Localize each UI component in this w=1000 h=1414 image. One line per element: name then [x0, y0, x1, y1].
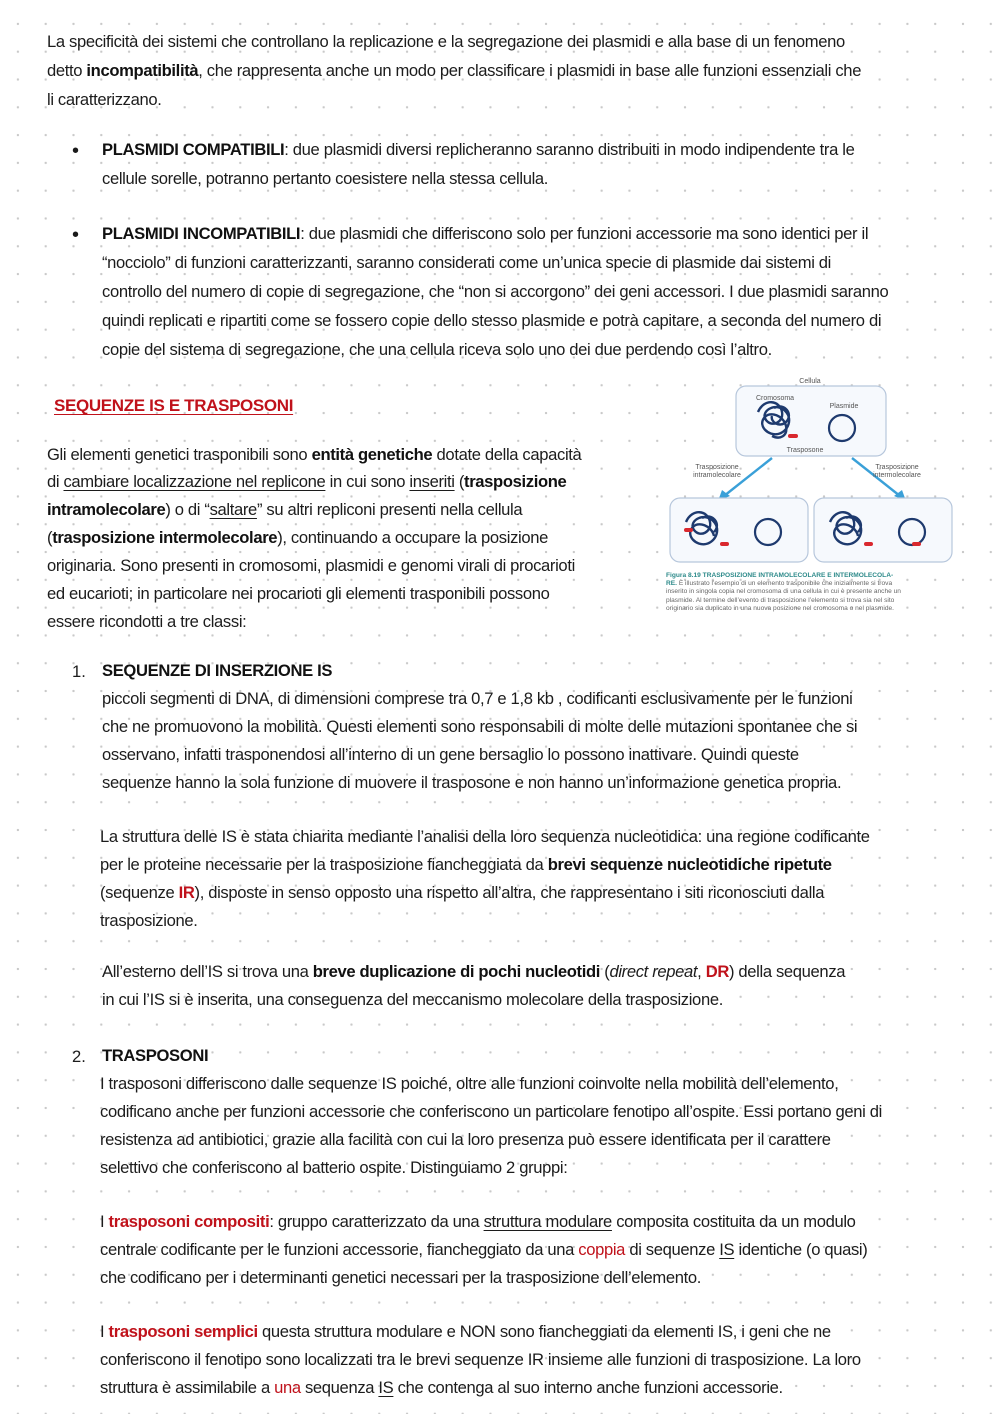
intro-line-2: detto incompatibilità, che rappresenta anche un modo per classificare i plasmidi in base alle funzioni essenziali che — [47, 61, 862, 80]
figure-caption: Figura 8.19 TRASPOSIZIONE INTRAMOLECOLARE E INTERMOLECOLA- RE. È illustrato l’esempio di un elemento trasponibile che inizialmente si trova inserito in singola copia nel cromosoma di una cellula in cui è presente anche un plasmide. Al termine dell’evento di trasposizione l’elemento si trova sia nel sito originario sia duplicato in una nuova posizione nel cromosoma o nel plasmide. — [666, 572, 901, 612]
list-number: 2. — [72, 1047, 86, 1066]
simple-line-1: I trasposoni semplici questa struttura modulare e NON sono fiancheggiati da elementi IS, i geni che ne — [100, 1322, 831, 1341]
item-1-p2-line-3: (sequenze IR), disposte in senso opposto una rispetto all’altra, che rappresentano i siti riconosciuti dalla — [100, 883, 825, 902]
incompatibility-term: incompatibilità — [86, 61, 199, 80]
item-1-p2-line-4: trasposizione. — [100, 911, 198, 930]
composite-line-3: che codificano per i determinanti genetici necessari per la trasposizione dell’elemento. — [100, 1268, 702, 1287]
section-line-4: (trasposizione intermolecolare), continuando a occupare la posizione — [47, 528, 549, 547]
item-1-p1-line-1: piccoli segmenti di DNA, di dimensioni comprese tra 0,7 e 1,8 kb , codificanti esclusivamente per le funzioni — [102, 689, 853, 708]
bullet-incompatible-line-1: PLASMIDI INCOMPATIBILI: due plasmidi che differiscono solo per funzioni accessorie ma sono identici per il — [102, 224, 869, 243]
bullet-compatible-line-2: cellule sorelle, potranno pertanto coesistere nella stessa cellula. — [102, 169, 549, 188]
section-line-3: intramolecolare) o di “saltare” su altri repliconi presenti nella cellula — [47, 500, 523, 519]
figure-transposition — [662, 372, 960, 634]
intro-line-1: La specificità dei sistemi che controllano la replicazione e la segregazione dei plasmidi e alla base di un fenomeno — [47, 32, 845, 51]
composite-line-1: I trasposoni compositi: gruppo caratterizzato da una struttura modulare composita costituita da un modulo — [100, 1212, 856, 1231]
bullet-incompatible-line-4: quindi replicati e ripartiti come se fossero copie dello stesso plasmide e potrà capitare, a seconda del numero di — [102, 311, 882, 330]
intro-line-3: li caratterizzano. — [47, 90, 162, 109]
item-2-p1-line-3: resistenza ad antibiotici, grazie alla facilità con cui la loro presenza può essere identificata per il carattere — [100, 1130, 831, 1149]
transposon-label: Trasposone — [786, 447, 824, 454]
item-1-p2-line-2: per le proteine necessarie per la trasposizione fiancheggiata da brevi sequenze nucleotidiche ripetute — [100, 855, 832, 874]
transposon-mark — [864, 542, 873, 546]
item-heading: SEQUENZE DI INSERZIONE IS — [102, 661, 333, 680]
section-line-6: ed eucarioti; in particolare nei procarioti gli elementi trasponibili possono — [47, 584, 550, 603]
section-line-7: essere ricondotti a tre classi: — [47, 612, 247, 631]
section-line-5: originaria. Sono presenti in cromosomi, plasmidi e genomi virali di procarioti — [47, 556, 575, 575]
simple-line-3: struttura è assimilabile a una sequenza IS che contenga al suo interno anche funzioni accessorie. — [100, 1378, 783, 1397]
plasmid-label: Plasmide — [829, 403, 859, 410]
bullet-incompatible-line-5: copie del sistema di segregazione, che una cellula riceva solo uno dei due perdendo così l’altro. — [102, 340, 772, 359]
item-2-p1-line-4: selettivo che conferiscono al batterio ospite. Distinguiamo 2 gruppi: — [100, 1158, 568, 1177]
bullet-dot: • — [72, 140, 80, 162]
item-2-p1-line-1: I trasposoni differiscono dalle sequenze IS poiché, oltre alle funzioni coinvolte nella mobilità dell’elemento, — [100, 1074, 839, 1093]
cell-label: Cellula — [799, 378, 821, 385]
section-title: SEQUENZE IS E TRASPOSONI — [54, 396, 294, 415]
item-heading: TRASPOSONI — [102, 1046, 209, 1065]
item-1-p1-line-4: sequenze hanno la sola funzione di muovere il trasposone e non hanno un’informazione genetica propria. — [102, 773, 842, 792]
intermolecular-label: Trasposizione intermolecolare — [873, 464, 921, 479]
simple-line-2: conferiscono il fenotipo sono localizzati tra le brevi sequenze IR insieme alle funzioni di trasposizione. La loro — [100, 1350, 861, 1369]
bullet-compatible-line-1: PLASMIDI COMPATIBILI: due plasmidi diversi replicheranno saranno distribuiti in modo indipendente tra le — [102, 140, 855, 159]
intramolecular-label: Trasposizione intramolecolare — [693, 464, 741, 479]
section-line-2: di cambiare localizzazione nel replicone in cui sono inseriti (trasposizione — [47, 472, 567, 491]
transposon-mark — [684, 528, 693, 532]
item-1-p3-line-1: All’esterno dell’IS si trova una breve duplicazione di pochi nucleotidi (direct repeat, DR) della sequenza — [102, 962, 846, 981]
item-1-p2-line-1: La struttura delle IS è stata chiarita mediante l’analisi della loro sequenza nucleotidica: una regione codificante — [100, 827, 870, 846]
item-1-p3-line-2: in cui l’IS si è inserita, una conseguenza del meccanismo molecolare della trasposizione. — [102, 990, 723, 1009]
transposon-mark — [720, 542, 729, 546]
transposon-mark — [788, 434, 798, 438]
item-2-p1-line-2: codificano anche per funzioni accessorie che conferiscono un particolare fenotipo all’ospite. Essi portano geni di — [100, 1102, 882, 1121]
transposon-mark — [912, 542, 921, 546]
item-1-p1-line-2: che ne promuovono la mobilità. Questi elementi sono responsabili di molte delle mutazioni spontanee che si — [102, 717, 858, 736]
bullet-incompatible-line-3: controllo del numero di copie di segregazione, che “non si accorgono” dei geni accessori. I due plasmidi saranno — [102, 282, 889, 301]
item-1-p1-line-3: osservano, infatti trasponendosi all’interno di un gene bersaglio lo possono inattivare. Quindi queste — [102, 745, 799, 764]
composite-line-2: centrale codificante per le funzioni accessorie, fiancheggiato da una coppia di sequenze IS identiche (o quasi) — [100, 1240, 868, 1259]
bullet-incompatible-line-2: “nocciolo” di funzioni caratterizzanti, saranno considerati come un’unica specie di plasmide dai sistemi di — [102, 253, 832, 272]
bullet-dot: • — [72, 224, 80, 246]
chromosome-label: Cromosoma — [755, 395, 795, 402]
list-number: 1. — [72, 662, 86, 681]
section-line-1: Gli elementi genetici trasponibili sono entità genetiche dotate della capacità — [47, 445, 582, 464]
